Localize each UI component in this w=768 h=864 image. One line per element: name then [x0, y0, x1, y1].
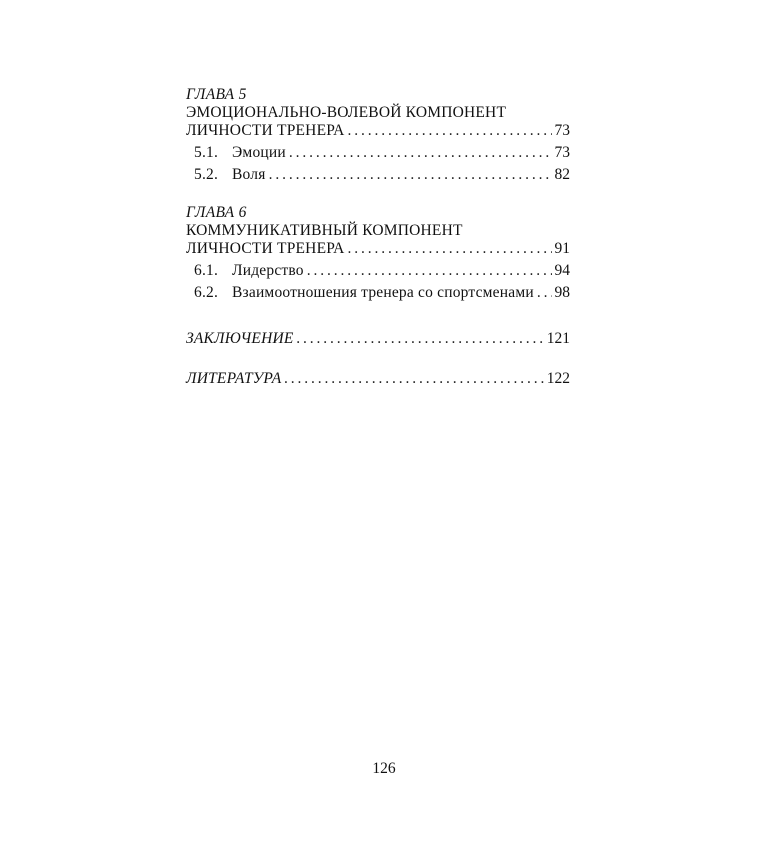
- dot-leader: [537, 284, 552, 302]
- page-ref: 91: [554, 240, 570, 257]
- dot-leader: [307, 262, 552, 280]
- page-ref: 122: [546, 370, 570, 387]
- chapter-title: ЭМОЦИОНАЛЬНО-ВОЛЕВОЙ КОМПОНЕНТ: [186, 104, 507, 121]
- page-ref: 82: [554, 166, 570, 183]
- page-ref: 73: [554, 122, 570, 139]
- page-ref: 121: [546, 330, 570, 347]
- chapter-label: ГЛАВА 6: [186, 204, 247, 221]
- toc-section-entry: [186, 262, 570, 280]
- chapter-title: КОММУНИКАТИВНЫЙ КОМПОНЕНТ: [186, 222, 463, 239]
- page-number: 126: [372, 760, 396, 777]
- chapter-5: [186, 86, 570, 184]
- chapter-6: [186, 204, 570, 302]
- page-ref: 98: [554, 284, 570, 301]
- table-of-contents: [186, 86, 570, 388]
- section-number: 6.2.: [194, 284, 219, 301]
- toc-section-entry: [186, 166, 570, 184]
- toc-entry-literature: [186, 370, 570, 388]
- conclusion-title: ЗАКЛЮЧЕНИЕ: [186, 330, 294, 347]
- section-title: Лидерство: [232, 262, 304, 279]
- page-ref: 94: [554, 262, 570, 279]
- section-number: 5.1.: [194, 144, 219, 161]
- dot-leader: [289, 144, 552, 162]
- literature-title: ЛИТЕРАТУРА: [186, 370, 282, 387]
- dot-leader: [284, 370, 543, 388]
- section-title: Воля: [232, 166, 266, 183]
- dot-leader: [347, 122, 551, 140]
- dot-leader: [347, 240, 551, 258]
- toc-section-entry: [186, 284, 570, 302]
- page-ref: 73: [554, 144, 570, 161]
- chapter-title-continued: ЛИЧНОСТИ ТРЕНЕРА: [186, 122, 345, 139]
- toc-entry-conclusion: [186, 330, 570, 348]
- chapter-title-continued: ЛИЧНОСТИ ТРЕНЕРА: [186, 240, 345, 257]
- toc-section-entry: [186, 144, 570, 162]
- dot-leader: [269, 166, 552, 184]
- dot-leader: [297, 330, 544, 348]
- toc-entry: [186, 240, 570, 258]
- chapter-label: ГЛАВА 5: [186, 86, 247, 103]
- toc-entry: [186, 122, 570, 140]
- section-number: 6.1.: [194, 262, 219, 279]
- section-title: Взаимоотношения тренера со спортсменами: [232, 284, 534, 301]
- section-number: 5.2.: [194, 166, 219, 183]
- section-title: Эмоции: [232, 144, 286, 161]
